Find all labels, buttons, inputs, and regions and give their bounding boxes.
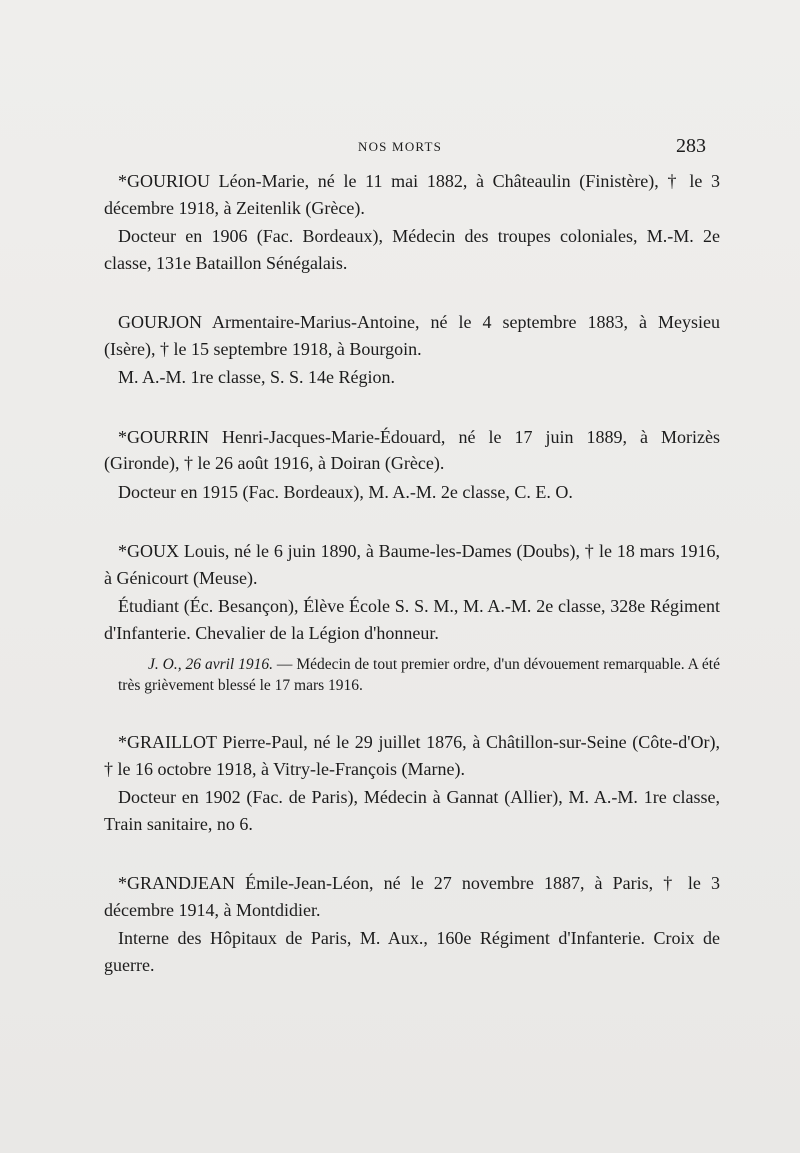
entry-heading: GOURJON Armentaire-Marius-Antoine, né le 4 septembre 1883, à Meysieu (Isère), † le 15 septembre 1918, à Bourgoin. [104, 312, 720, 359]
entry-heading: *GRAILLOT Pierre-Paul, né le 29 juillet 1876, à Châtillon-sur-Seine (Côte-d'Or), † le 16 octobre 1918, à Vitry-le-François (Marne). [104, 732, 720, 779]
citation-text: — Médecin de tout premier ordre, d'un dévouement remarquable. A été très grièvement blessé le 17 mars 1916. [118, 656, 720, 694]
entry-service: Docteur en 1915 (Fac. Bordeaux), M. A.-M. 2e classe, C. E. O. [118, 481, 573, 502]
entry-heading: *GOURIOU Léon-Marie, né le 11 mai 1882, à Châteaulin (Finistère), † le 3 décembre 1918, à Zeitenlik (Grèce). [104, 171, 720, 218]
entry-gourrin [104, 424, 720, 506]
entry-gourjon [104, 309, 720, 391]
entry-service: Interne des Hôpitaux de Paris, M. Aux., 160e Régiment d'Infanterie. Croix de guerre. [104, 928, 720, 975]
entry-service: M. A.-M. 1re classe, S. S. 14e Région. [118, 367, 395, 387]
entry-heading: *GOUX Louis, né le 6 juin 1890, à Baume-les-Dames (Doubs), † le 18 mars 1916, à Génicourt (Meuse). [104, 541, 720, 588]
entry-service: Étudiant (Éc. Besançon), Élève École S. S. M., M. A.-M. 2e classe, 328e Régiment d'Infanterie. Chevalier de la Légion d'honneur. [104, 596, 720, 643]
entry-graillot [104, 729, 720, 837]
running-head [0, 135, 800, 159]
entry-service: Docteur en 1906 (Fac. Bordeaux), Médecin des troupes coloniales, M.-M. 2e classe, 131e Bataillon Sénégalais. [104, 226, 720, 273]
entries-list [104, 168, 720, 1011]
entry-goux [104, 538, 720, 696]
running-title: NOS MORTS [358, 139, 443, 154]
citation-source: J. O., 26 avril 1916. [148, 656, 274, 673]
entry-heading: *GRANDJEAN Émile-Jean-Léon, né le 27 novembre 1887, à Paris, † le 3 décembre 1914, à Montdidier. [104, 873, 720, 920]
entry-heading: *GOURRIN Henri-Jacques-Marie-Édouard, né le 17 juin 1889, à Morizès (Gironde), † le 26 août 1916, à Doiran (Grèce). [104, 426, 720, 473]
entry-gouriou [104, 168, 720, 276]
entry-citation [104, 654, 720, 696]
page-number: 283 [676, 135, 706, 157]
entry-service: Docteur en 1902 (Fac. de Paris), Médecin à Gannat (Allier), M. A.-M. 1re classe, Train sanitaire, no 6. [104, 787, 720, 834]
entry-grandjean [104, 870, 720, 978]
